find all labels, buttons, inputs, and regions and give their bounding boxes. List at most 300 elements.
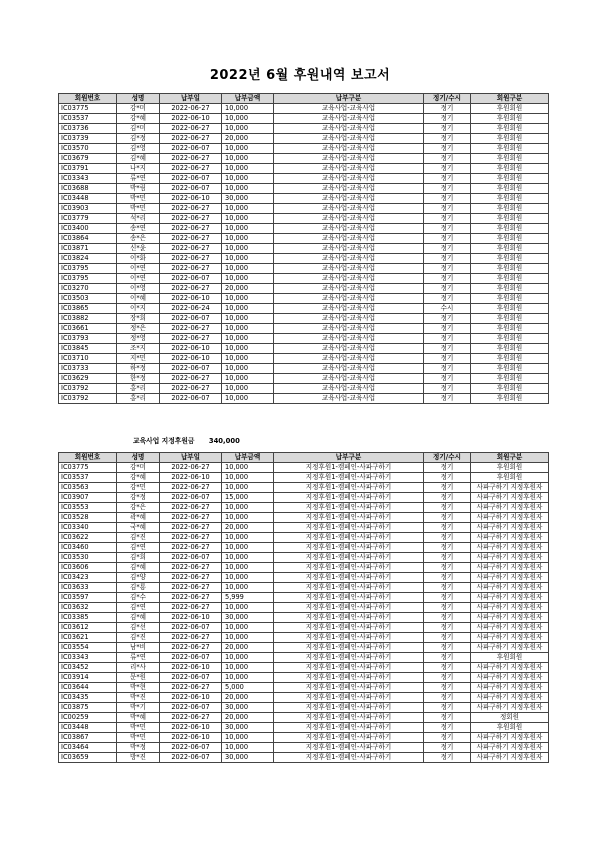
member-type-cell: 사파구하기 지정후원자 <box>471 743 549 753</box>
member-type-cell: 사파구하기 지정후원자 <box>471 493 549 503</box>
payment-type-cell: 지정후원1-캠페인-사파구하기 <box>274 513 424 523</box>
donation-table-education <box>58 93 549 404</box>
member-id-cell: IC03795 <box>59 264 117 274</box>
member-id-cell: IC03606 <box>59 563 117 573</box>
table-row <box>59 473 549 483</box>
payment-amount-cell: 10,000 <box>222 374 274 384</box>
table-row <box>59 254 549 264</box>
table-row <box>59 593 549 603</box>
member-name-cell: 강*혜 <box>117 473 160 483</box>
table-row <box>59 543 549 553</box>
member-id-cell: IC03464 <box>59 743 117 753</box>
payment-type-cell: 교육사업-교육사업 <box>274 164 424 174</box>
member-type-cell: 후원회원 <box>471 184 549 194</box>
member-name-cell: 김*영 <box>117 144 160 154</box>
table-row <box>59 384 549 394</box>
member-type-cell: 사파구하기 지정후원자 <box>471 513 549 523</box>
payment-date-cell: 2022-06-27 <box>160 483 222 493</box>
payment-type-cell: 교육사업-교육사업 <box>274 274 424 284</box>
table-row <box>59 603 549 613</box>
payment-date-cell: 2022-06-27 <box>160 224 222 234</box>
regularity-cell: 정기 <box>424 593 471 603</box>
payment-date-cell: 2022-06-27 <box>160 533 222 543</box>
payment-amount-cell: 10,000 <box>222 254 274 264</box>
payment-date-cell: 2022-06-07 <box>160 703 222 713</box>
payment-amount-cell: 10,000 <box>222 154 274 164</box>
table-row <box>59 354 549 364</box>
payment-amount-cell: 10,000 <box>222 573 274 583</box>
member-type-cell: 후원회원 <box>471 324 549 334</box>
payment-date-cell: 2022-06-10 <box>160 733 222 743</box>
payment-amount-cell: 10,000 <box>222 124 274 134</box>
payment-type-cell: 교육사업-교육사업 <box>274 104 424 114</box>
member-name-cell: 이*혜 <box>117 294 160 304</box>
payment-date-cell: 2022-06-27 <box>160 214 222 224</box>
member-type-cell: 사파구하기 지정후원자 <box>471 563 549 573</box>
member-type-cell: 사파구하기 지정후원자 <box>471 623 549 633</box>
table-row <box>59 553 549 563</box>
summary-value: 340,000 <box>208 437 240 445</box>
member-name-cell: 강*혜 <box>117 114 160 124</box>
table-row <box>59 703 549 713</box>
member-type-cell: 사파구하기 지정후원자 <box>471 663 549 673</box>
payment-type-cell: 지정후원1-캠페인-사파구하기 <box>274 713 424 723</box>
payment-date-cell: 2022-06-27 <box>160 633 222 643</box>
payment-date-cell: 2022-06-10 <box>160 693 222 703</box>
member-id-cell: IC03622 <box>59 533 117 543</box>
payment-date-cell: 2022-06-10 <box>160 473 222 483</box>
payment-amount-cell: 10,000 <box>222 733 274 743</box>
payment-type-cell: 지정후원1-캠페인-사파구하기 <box>274 503 424 513</box>
payment-amount-cell: 10,000 <box>222 743 274 753</box>
regularity-cell: 정기 <box>424 354 471 364</box>
member-id-cell: IC03775 <box>59 104 117 114</box>
payment-date-cell: 2022-06-27 <box>160 324 222 334</box>
payment-date-cell: 2022-06-10 <box>160 344 222 354</box>
payment-type-cell: 지정후원1-캠페인-사파구하기 <box>274 523 424 533</box>
table-row <box>59 364 549 374</box>
payment-type-cell: 교육사업-교육사업 <box>274 294 424 304</box>
member-type-cell: 후원회원 <box>471 653 549 663</box>
regularity-cell: 정기 <box>424 284 471 294</box>
payment-date-cell: 2022-06-27 <box>160 713 222 723</box>
payment-type-cell: 지정후원1-캠페인-사파구하기 <box>274 753 424 763</box>
payment-amount-cell: 10,000 <box>222 204 274 214</box>
payment-date-cell: 2022-06-07 <box>160 653 222 663</box>
payment-amount-cell: 10,000 <box>222 294 274 304</box>
payment-type-cell: 지정후원1-캠페인-사파구하기 <box>274 733 424 743</box>
member-type-cell: 후원회원 <box>471 364 549 374</box>
header-payment-type: 납부구분 <box>274 94 424 104</box>
regularity-cell: 정기 <box>424 503 471 513</box>
member-type-cell: 후원회원 <box>471 144 549 154</box>
payment-date-cell: 2022-06-27 <box>160 573 222 583</box>
table-row <box>59 693 549 703</box>
member-type-cell: 후원회원 <box>471 104 549 114</box>
regularity-cell: 정기 <box>424 334 471 344</box>
member-type-cell: 사파구하기 지정후원자 <box>471 613 549 623</box>
payment-type-cell: 교육사업-교육사업 <box>274 114 424 124</box>
member-type-cell: 사파구하기 지정후원자 <box>471 523 549 533</box>
member-id-cell: IC03739 <box>59 134 117 144</box>
payment-amount-cell: 10,000 <box>222 583 274 593</box>
table-row <box>59 334 549 344</box>
member-type-cell: 후원회원 <box>471 194 549 204</box>
payment-type-cell: 교육사업-교육사업 <box>274 154 424 164</box>
payment-type-cell: 지정후원1-캠페인-사파구하기 <box>274 673 424 683</box>
payment-amount-cell: 10,000 <box>222 214 274 224</box>
table-row <box>59 643 549 653</box>
regularity-cell: 정기 <box>424 364 471 374</box>
table-row <box>59 174 549 184</box>
regularity-cell: 정기 <box>424 693 471 703</box>
member-type-cell: 사파구하기 지정후원자 <box>471 753 549 763</box>
payment-amount-cell: 10,000 <box>222 633 274 643</box>
regularity-cell: 정기 <box>424 184 471 194</box>
member-name-cell: 김*양 <box>117 573 160 583</box>
regularity-cell: 정기 <box>424 613 471 623</box>
payment-amount-cell: 10,000 <box>222 663 274 673</box>
regularity-cell: 정기 <box>424 563 471 573</box>
member-name-cell: 신*윤 <box>117 244 160 254</box>
payment-amount-cell: 10,000 <box>222 623 274 633</box>
table-row <box>59 124 549 134</box>
regularity-cell: 정기 <box>424 673 471 683</box>
payment-amount-cell: 10,000 <box>222 653 274 663</box>
payment-type-cell: 교육사업-교육사업 <box>274 264 424 274</box>
member-name-cell: 송*은 <box>117 234 160 244</box>
member-type-cell: 후원회원 <box>471 214 549 224</box>
member-id-cell: IC03792 <box>59 384 117 394</box>
regularity-cell: 정기 <box>424 523 471 533</box>
member-type-cell: 사파구하기 지정후원자 <box>471 603 549 613</box>
member-type-cell: 후원회원 <box>471 394 549 404</box>
member-type-cell: 사파구하기 지정후원자 <box>471 593 549 603</box>
member-id-cell: IC03710 <box>59 354 117 364</box>
payment-amount-cell: 10,000 <box>222 234 274 244</box>
member-name-cell: 김*연 <box>117 543 160 553</box>
payment-type-cell: 교육사업-교육사업 <box>274 144 424 154</box>
payment-date-cell: 2022-06-10 <box>160 613 222 623</box>
member-id-cell: IC03621 <box>59 633 117 643</box>
payment-date-cell: 2022-06-27 <box>160 543 222 553</box>
payment-date-cell: 2022-06-27 <box>160 463 222 473</box>
member-type-cell: 후원회원 <box>471 274 549 284</box>
payment-type-cell: 지정후원1-캠페인-사파구하기 <box>274 693 424 703</box>
member-name-cell: 김*진 <box>117 533 160 543</box>
payment-amount-cell: 10,000 <box>222 533 274 543</box>
member-type-cell: 후원회원 <box>471 174 549 184</box>
regularity-cell: 정기 <box>424 344 471 354</box>
table-row <box>59 314 549 324</box>
table-row <box>59 633 549 643</box>
table-header <box>59 453 549 463</box>
regularity-cell: 정기 <box>424 473 471 483</box>
regularity-cell: 정기 <box>424 314 471 324</box>
payment-amount-cell: 10,000 <box>222 184 274 194</box>
header-payment-amount: 납부금액 <box>222 94 274 104</box>
member-type-cell: 사파구하기 지정후원자 <box>471 683 549 693</box>
member-name-cell: 송*연 <box>117 224 160 234</box>
payment-amount-cell: 20,000 <box>222 643 274 653</box>
table-row <box>59 274 549 284</box>
payment-amount-cell: 10,000 <box>222 144 274 154</box>
regularity-cell: 정기 <box>424 653 471 663</box>
member-type-cell: 후원회원 <box>471 264 549 274</box>
payment-type-cell: 교육사업-교육사업 <box>274 364 424 374</box>
payment-type-cell: 지정후원1-캠페인-사파구하기 <box>274 473 424 483</box>
payment-type-cell: 교육사업-교육사업 <box>274 224 424 234</box>
regularity-cell: 정기 <box>424 104 471 114</box>
member-id-cell: IC00259 <box>59 713 117 723</box>
member-id-cell: IC03791 <box>59 164 117 174</box>
payment-amount-cell: 10,000 <box>222 344 274 354</box>
regularity-cell: 정기 <box>424 274 471 284</box>
payment-date-cell: 2022-06-07 <box>160 673 222 683</box>
header-payment-type: 납부구분 <box>274 453 424 463</box>
regularity-cell: 정기 <box>424 244 471 254</box>
table-row <box>59 104 549 114</box>
table-row <box>59 194 549 204</box>
member-type-cell: 후원회원 <box>471 284 549 294</box>
payment-date-cell: 2022-06-27 <box>160 234 222 244</box>
regularity-cell: 정기 <box>424 224 471 234</box>
member-name-cell: 국*혜 <box>117 523 160 533</box>
regularity-cell: 수시 <box>424 304 471 314</box>
table-row <box>59 204 549 214</box>
payment-date-cell: 2022-06-27 <box>160 334 222 344</box>
payment-amount-cell: 10,000 <box>222 394 274 404</box>
header-member-id: 회원번호 <box>59 94 117 104</box>
member-type-cell: 사파구하기 지정후원자 <box>471 483 549 493</box>
payment-amount-cell: 15,000 <box>222 493 274 503</box>
regularity-cell: 정기 <box>424 493 471 503</box>
table-row <box>59 663 549 673</box>
payment-type-cell: 지정후원1-캠페인-사파구하기 <box>274 553 424 563</box>
member-id-cell: IC03448 <box>59 194 117 204</box>
summary-label: 교육사업 지정후원금 <box>133 437 195 445</box>
regularity-cell: 정기 <box>424 643 471 653</box>
member-type-cell: 사파구하기 지정후원자 <box>471 553 549 563</box>
payment-amount-cell: 20,000 <box>222 713 274 723</box>
member-type-cell: 사파구하기 지정후원자 <box>471 693 549 703</box>
member-name-cell: 김*선 <box>117 623 160 633</box>
regularity-cell: 정기 <box>424 603 471 613</box>
member-id-cell: IC03733 <box>59 364 117 374</box>
member-name-cell: 박*진 <box>117 693 160 703</box>
regularity-cell: 정기 <box>424 144 471 154</box>
payment-date-cell: 2022-06-07 <box>160 274 222 284</box>
member-name-cell: 김*룡 <box>117 583 160 593</box>
member-type-cell: 사파구하기 지정후원자 <box>471 703 549 713</box>
member-name-cell: 장*희 <box>117 314 160 324</box>
member-type-cell: 사파구하기 지정후원자 <box>471 503 549 513</box>
payment-amount-cell: 10,000 <box>222 543 274 553</box>
regularity-cell: 정기 <box>424 543 471 553</box>
member-name-cell: 나*지 <box>117 164 160 174</box>
payment-type-cell: 교육사업-교육사업 <box>274 124 424 134</box>
table-row <box>59 673 549 683</box>
regularity-cell: 정기 <box>424 483 471 493</box>
payment-date-cell: 2022-06-27 <box>160 204 222 214</box>
payment-date-cell: 2022-06-27 <box>160 523 222 533</box>
header-member-id: 회원번호 <box>59 453 117 463</box>
regularity-cell: 정기 <box>424 374 471 384</box>
member-name-cell: 이*연 <box>117 264 160 274</box>
member-name-cell: 홍*리 <box>117 384 160 394</box>
table-row <box>59 583 549 593</box>
member-name-cell: 강*정 <box>117 493 160 503</box>
regularity-cell: 정기 <box>424 573 471 583</box>
member-name-cell: 이*영 <box>117 284 160 294</box>
regularity-cell: 정기 <box>424 254 471 264</box>
member-id-cell: IC03343 <box>59 174 117 184</box>
payment-amount-cell: 10,000 <box>222 384 274 394</box>
payment-date-cell: 2022-06-07 <box>160 743 222 753</box>
regularity-cell: 정기 <box>424 743 471 753</box>
member-type-cell: 후원회원 <box>471 114 549 124</box>
member-id-cell: IC03632 <box>59 603 117 613</box>
regularity-cell: 정기 <box>424 723 471 733</box>
member-type-cell: 후원회원 <box>471 334 549 344</box>
payment-amount-cell: 5,999 <box>222 593 274 603</box>
donation-table-campaign <box>58 452 549 763</box>
payment-date-cell: 2022-06-07 <box>160 184 222 194</box>
table-row <box>59 324 549 334</box>
table-row <box>59 244 549 254</box>
table-row <box>59 683 549 693</box>
table-row <box>59 234 549 244</box>
payment-type-cell: 지정후원1-캠페인-사파구하기 <box>274 463 424 473</box>
payment-amount-cell: 10,000 <box>222 264 274 274</box>
member-id-cell: IC03570 <box>59 144 117 154</box>
member-id-cell: IC03793 <box>59 334 117 344</box>
payment-date-cell: 2022-06-10 <box>160 354 222 364</box>
member-name-cell: 문*원 <box>117 673 160 683</box>
member-type-cell: 후원회원 <box>471 374 549 384</box>
payment-date-cell: 2022-06-27 <box>160 503 222 513</box>
payment-amount-cell: 10,000 <box>222 244 274 254</box>
regularity-cell: 정기 <box>424 553 471 563</box>
member-type-cell: 후원회원 <box>471 294 549 304</box>
member-name-cell: 이*지 <box>117 304 160 314</box>
member-id-cell: IC03537 <box>59 473 117 483</box>
table-row <box>59 214 549 224</box>
payment-date-cell: 2022-06-27 <box>160 513 222 523</box>
regularity-cell: 정기 <box>424 703 471 713</box>
member-id-cell: IC03644 <box>59 683 117 693</box>
member-name-cell: 곽*혜 <box>117 513 160 523</box>
regularity-cell: 정기 <box>424 134 471 144</box>
member-id-cell: IC03824 <box>59 254 117 264</box>
member-type-cell: 후원회원 <box>471 244 549 254</box>
member-type-cell: 후원회원 <box>471 224 549 234</box>
member-name-cell: 이*화 <box>117 254 160 264</box>
member-name-cell: 김*수 <box>117 593 160 603</box>
payment-type-cell: 교육사업-교육사업 <box>274 174 424 184</box>
payment-type-cell: 교육사업-교육사업 <box>274 284 424 294</box>
member-type-cell: 후원회원 <box>471 154 549 164</box>
member-type-cell: 후원회원 <box>471 314 549 324</box>
payment-type-cell: 지정후원1-캠페인-사파구하기 <box>274 653 424 663</box>
member-id-cell: IC03385 <box>59 613 117 623</box>
member-name-cell: 정*영 <box>117 334 160 344</box>
member-id-cell: IC03554 <box>59 643 117 653</box>
payment-amount-cell: 10,000 <box>222 503 274 513</box>
member-type-cell: 후원회원 <box>471 124 549 134</box>
member-name-cell: 리*사 <box>117 663 160 673</box>
table-row <box>59 743 549 753</box>
page-title: 2022년 6월 후원내역 보고서 <box>209 68 391 83</box>
regularity-cell: 정기 <box>424 733 471 743</box>
member-id-cell: IC03633 <box>59 583 117 593</box>
member-id-cell: IC03679 <box>59 154 117 164</box>
payment-date-cell: 2022-06-07 <box>160 364 222 374</box>
member-id-cell: IC03553 <box>59 503 117 513</box>
payment-amount-cell: 30,000 <box>222 613 274 623</box>
payment-amount-cell: 20,000 <box>222 693 274 703</box>
member-name-cell: 박*정 <box>117 743 160 753</box>
payment-type-cell: 교육사업-교육사업 <box>274 134 424 144</box>
table-row <box>59 723 549 733</box>
regularity-cell: 정기 <box>424 264 471 274</box>
member-name-cell: 정*은 <box>117 324 160 334</box>
payment-date-cell: 2022-06-07 <box>160 553 222 563</box>
table-row <box>59 483 549 493</box>
table-row <box>59 713 549 723</box>
payment-type-cell: 교육사업-교육사업 <box>274 384 424 394</box>
table-row <box>59 134 549 144</box>
payment-amount-cell: 10,000 <box>222 354 274 364</box>
regularity-cell: 정기 <box>424 214 471 224</box>
member-id-cell: IC03661 <box>59 324 117 334</box>
table-row <box>59 394 549 404</box>
member-name-cell: 조*지 <box>117 344 160 354</box>
table-row <box>59 533 549 543</box>
payment-date-cell: 2022-06-27 <box>160 683 222 693</box>
member-id-cell: IC03537 <box>59 114 117 124</box>
member-type-cell: 후원회원 <box>471 134 549 144</box>
member-type-cell: 후원회원 <box>471 354 549 364</box>
regularity-cell: 정기 <box>424 394 471 404</box>
header-member-type: 회원구분 <box>471 94 549 104</box>
member-id-cell: IC03528 <box>59 513 117 523</box>
member-name-cell: 김*미 <box>117 124 160 134</box>
payment-amount-cell: 10,000 <box>222 114 274 124</box>
payment-date-cell: 2022-06-27 <box>160 284 222 294</box>
payment-amount-cell: 20,000 <box>222 284 274 294</box>
member-id-cell: IC03864 <box>59 234 117 244</box>
member-id-cell: IC03460 <box>59 543 117 553</box>
payment-type-cell: 지정후원1-캠페인-사파구하기 <box>274 493 424 503</box>
member-type-cell: 사파구하기 지정후원자 <box>471 543 549 553</box>
member-id-cell: IC03875 <box>59 703 117 713</box>
member-id-cell: IC03343 <box>59 653 117 663</box>
payment-type-cell: 교육사업-교육사업 <box>274 374 424 384</box>
table-row <box>59 493 549 503</box>
member-name-cell: 박*민 <box>117 733 160 743</box>
table-row <box>59 623 549 633</box>
payment-amount-cell: 10,000 <box>222 483 274 493</box>
member-id-cell: IC03688 <box>59 184 117 194</box>
payment-amount-cell: 30,000 <box>222 703 274 713</box>
payment-date-cell: 2022-06-27 <box>160 134 222 144</box>
regularity-cell: 정기 <box>424 124 471 134</box>
table-row <box>59 573 549 583</box>
payment-amount-cell: 10,000 <box>222 314 274 324</box>
payment-amount-cell: 10,000 <box>222 364 274 374</box>
regularity-cell: 정기 <box>424 663 471 673</box>
